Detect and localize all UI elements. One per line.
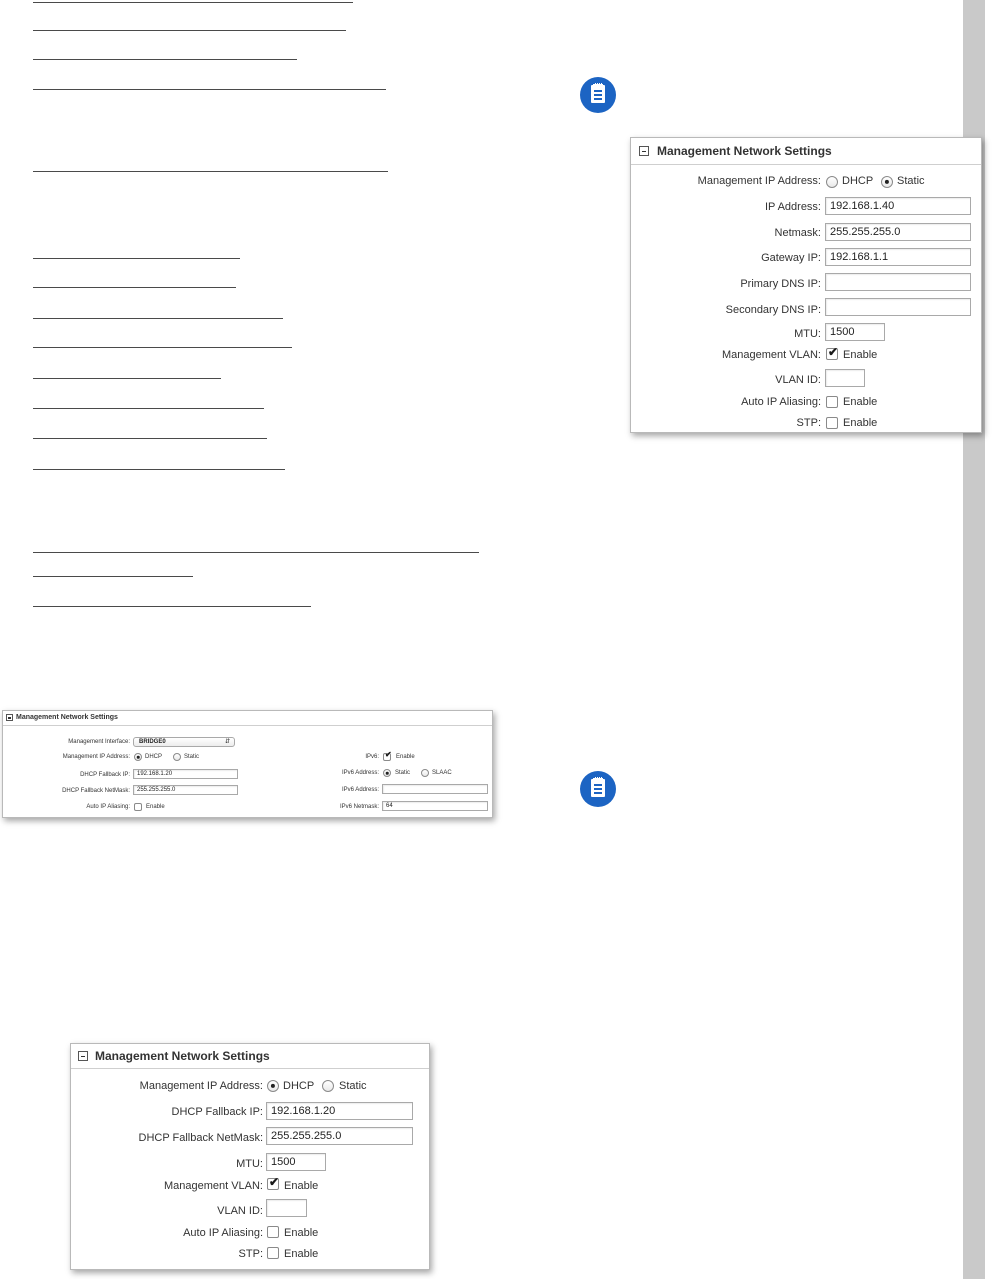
- secondary-dns-label: Secondary DNS IP:: [725, 304, 821, 316]
- ip-address-field[interactable]: 192.168.1.40: [825, 197, 971, 215]
- ip-address-label: IP Address:: [764, 201, 821, 213]
- panel-title: Management Network Settings: [657, 144, 832, 158]
- dhcp-radio[interactable]: [826, 176, 838, 188]
- ipv6-static-option-label: Static: [395, 770, 411, 776]
- management-interface-select[interactable]: [133, 737, 235, 747]
- ipv6-enable-label: Enable: [396, 754, 415, 760]
- vlan-id-label: VLAN ID:: [775, 374, 821, 386]
- stp-label: STP:: [238, 1248, 263, 1260]
- gateway-ip-field[interactable]: 192.168.1.1: [825, 248, 971, 266]
- netmask-field[interactable]: 255.255.255.0: [825, 223, 971, 241]
- link-underline: [33, 318, 283, 319]
- panel-header: [631, 138, 981, 165]
- stp-enable-label: Enable: [284, 1248, 319, 1260]
- dhcp-fallback-netmask-field[interactable]: 255.255.255.0: [133, 785, 238, 795]
- link-underline: [33, 552, 479, 553]
- gateway-ip-label: Gateway IP:: [761, 252, 821, 264]
- panel-title: Management Network Settings: [95, 1049, 270, 1063]
- note-icon: [580, 77, 616, 113]
- management-ip-address-label: Management IP Address:: [139, 1080, 263, 1092]
- management-ip-address-label: Management IP Address:: [697, 175, 821, 187]
- collapse-toggle-icon[interactable]: [78, 1051, 88, 1061]
- dhcp-fallback-ip-label: DHCP Fallback IP:: [80, 772, 130, 778]
- netmask-label: Netmask:: [774, 227, 821, 239]
- dhcp-option-label: DHCP: [283, 1080, 315, 1092]
- management-vlan-checkbox[interactable]: [267, 1178, 279, 1190]
- auto-ip-aliasing-label: Auto IP Aliasing:: [183, 1227, 263, 1239]
- link-underline: [33, 347, 292, 348]
- vlan-id-label: VLAN ID:: [217, 1205, 263, 1217]
- management-vlan-enable-label: Enable: [284, 1180, 319, 1192]
- ipv6-netmask-field[interactable]: 64: [382, 801, 488, 811]
- ipv6-netmask-label: IPv6 Netmask:: [339, 804, 379, 810]
- management-network-settings-panel-ipv6: [2, 710, 493, 818]
- auto-ip-aliasing-checkbox[interactable]: [826, 396, 838, 408]
- secondary-dns-field[interactable]: [825, 298, 971, 316]
- mtu-field[interactable]: 1500: [266, 1153, 326, 1171]
- dhcp-fallback-ip-label: DHCP Fallback IP:: [171, 1106, 263, 1118]
- management-network-settings-panel-static: [630, 137, 982, 433]
- static-radio[interactable]: [173, 753, 181, 761]
- ipv6-label: IPv6:: [365, 754, 379, 760]
- collapse-toggle-icon[interactable]: [639, 146, 649, 156]
- dhcp-fallback-netmask-field[interactable]: 255.255.255.0: [266, 1127, 413, 1145]
- static-radio[interactable]: [881, 176, 893, 188]
- dhcp-fallback-netmask-label: DHCP Fallback NetMask:: [138, 1132, 263, 1144]
- auto-ip-aliasing-enable-label: Enable: [843, 396, 878, 408]
- dhcp-option-label: DHCP: [145, 754, 163, 760]
- vlan-id-field[interactable]: [266, 1199, 307, 1217]
- panel-header: [71, 1044, 429, 1069]
- management-vlan-label: Management VLAN:: [163, 1180, 263, 1192]
- stp-label: STP:: [796, 417, 821, 429]
- stp-checkbox[interactable]: [826, 417, 838, 429]
- auto-ip-aliasing-checkbox[interactable]: [267, 1226, 279, 1238]
- link-underline: [33, 408, 264, 409]
- management-network-settings-panel-dhcp: [70, 1043, 430, 1270]
- link-underline: [33, 59, 297, 60]
- slaac-option-label: SLAAC: [432, 770, 452, 776]
- auto-ip-aliasing-checkbox[interactable]: [134, 803, 142, 811]
- link-underline: [33, 2, 353, 3]
- collapse-toggle-icon[interactable]: [6, 714, 13, 721]
- slaac-radio[interactable]: [421, 769, 429, 777]
- link-underline: [33, 287, 236, 288]
- management-vlan-enable-label: Enable: [843, 349, 878, 361]
- ipv6-address-label: IPv6 Address:: [341, 787, 379, 793]
- link-underline: [33, 89, 386, 90]
- static-option-label: Static: [184, 754, 200, 760]
- ipv6-static-radio[interactable]: [383, 769, 391, 777]
- management-vlan-checkbox[interactable]: [826, 348, 838, 360]
- static-radio[interactable]: [322, 1080, 334, 1092]
- vlan-id-field[interactable]: [825, 369, 865, 387]
- stp-enable-label: Enable: [843, 417, 878, 429]
- link-underline: [33, 258, 240, 259]
- management-vlan-label: Management VLAN:: [721, 349, 821, 361]
- auto-ip-aliasing-label: Auto IP Aliasing:: [86, 804, 130, 810]
- stp-checkbox[interactable]: [267, 1247, 279, 1259]
- static-option-label: Static: [897, 175, 925, 187]
- ipv6-address-mode-label: IPv6 Address:: [341, 770, 379, 776]
- ipv6-checkbox[interactable]: [383, 753, 391, 761]
- panel-title: Management Network Settings: [16, 714, 118, 721]
- management-interface-label: Management Interface:: [68, 739, 130, 745]
- dhcp-fallback-netmask-label: DHCP Fallback NetMask:: [62, 788, 130, 794]
- management-ip-address-label: Management IP Address:: [62, 754, 130, 760]
- dhcp-option-label: DHCP: [842, 175, 874, 187]
- note-icon: [580, 771, 616, 807]
- mtu-label: MTU:: [236, 1158, 263, 1170]
- auto-ip-aliasing-enable-label: Enable: [146, 804, 165, 810]
- panel-header: [3, 711, 492, 726]
- management-interface-value: BRIDGE0: [139, 739, 166, 745]
- link-underline: [33, 171, 388, 172]
- static-option-label: Static: [339, 1080, 367, 1092]
- primary-dns-label: Primary DNS IP:: [740, 278, 821, 290]
- ipv6-address-field[interactable]: [382, 784, 488, 794]
- link-underline: [33, 576, 193, 577]
- link-underline: [33, 469, 285, 470]
- select-arrows-icon: ⇵: [224, 739, 230, 745]
- dhcp-fallback-ip-field[interactable]: 192.168.1.20: [133, 769, 238, 779]
- auto-ip-aliasing-enable-label: Enable: [284, 1227, 319, 1239]
- link-underline: [33, 30, 346, 31]
- mtu-label: MTU:: [794, 328, 821, 340]
- dhcp-radio[interactable]: [134, 753, 142, 761]
- dhcp-radio[interactable]: [267, 1080, 279, 1092]
- auto-ip-aliasing-label: Auto IP Aliasing:: [741, 396, 821, 408]
- dhcp-fallback-ip-field[interactable]: 192.168.1.20: [266, 1102, 413, 1120]
- link-underline: [33, 606, 311, 607]
- link-underline: [33, 438, 267, 439]
- primary-dns-field[interactable]: [825, 273, 971, 291]
- mtu-field[interactable]: 1500: [825, 323, 885, 341]
- link-underline: [33, 378, 221, 379]
